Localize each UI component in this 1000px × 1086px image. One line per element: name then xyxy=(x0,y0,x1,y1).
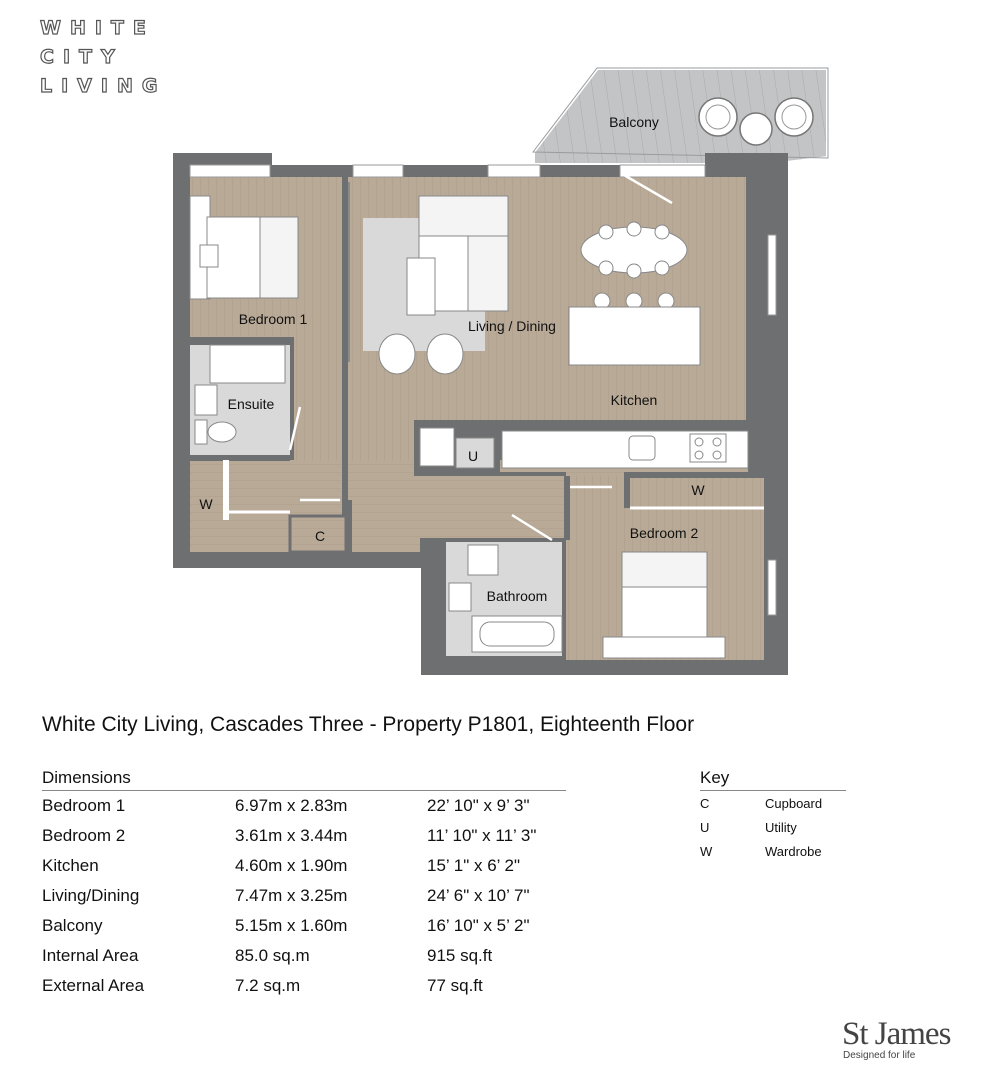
key-legend xyxy=(700,796,900,868)
dimension-name: Living/Dining xyxy=(42,886,140,905)
balcony-chair-icon xyxy=(775,98,813,136)
room-label-living-dining: Living / Dining xyxy=(468,318,556,334)
key-code: U xyxy=(700,820,710,835)
dimension-metric: 85.0 sq.m xyxy=(235,946,310,965)
dimension-imperial: 915 sq.ft xyxy=(427,946,493,965)
dimension-name: External Area xyxy=(42,976,145,995)
key-item xyxy=(700,844,900,868)
room-label-bathroom: Bathroom xyxy=(486,588,548,604)
dimension-imperial: 22’ 10" x 9’ 3" xyxy=(427,796,530,815)
dimension-imperial: 77 sq.ft xyxy=(427,976,483,995)
dimensions-heading: Dimensions xyxy=(42,768,566,791)
dimension-row xyxy=(42,856,602,886)
key-item xyxy=(700,820,900,844)
dimension-metric: 7.47m x 3.25m xyxy=(235,886,348,905)
dimension-name: Balcony xyxy=(42,916,103,935)
dimension-metric: 4.60m x 1.90m xyxy=(235,856,348,875)
property-title: White City Living, Cascades Three - Property P1801, Eighteenth Floor xyxy=(42,713,695,736)
dimension-name: Bedroom 2 xyxy=(42,826,126,845)
key-label: Cupboard xyxy=(765,796,823,811)
room-label-utility: U xyxy=(467,448,479,464)
room-label-cupboard: C xyxy=(314,528,326,544)
key-heading: Key xyxy=(700,768,846,791)
logo-line-1: WHITE xyxy=(40,17,155,39)
key-code: C xyxy=(700,796,710,811)
key-item xyxy=(700,796,900,820)
room-label-kitchen: Kitchen xyxy=(610,392,658,408)
room-label-wardrobe-left: W xyxy=(199,496,213,512)
dimension-row xyxy=(42,976,602,1006)
dimensions-table xyxy=(42,796,602,1006)
logo-line-2: CITY xyxy=(40,46,124,68)
dimension-row xyxy=(42,946,602,976)
room-label-ensuite: Ensuite xyxy=(227,396,275,412)
dimension-row xyxy=(42,916,602,946)
dimension-name: Kitchen xyxy=(42,856,99,875)
key-label: Wardrobe xyxy=(765,844,822,859)
dimension-metric: 5.15m x 1.60m xyxy=(235,916,348,935)
key-label: Utility xyxy=(765,820,797,835)
dimension-name: Internal Area xyxy=(42,946,139,965)
dimension-imperial: 16’ 10" x 5’ 2" xyxy=(427,916,530,935)
dimension-metric: 3.61m x 3.44m xyxy=(235,826,348,845)
key-code: W xyxy=(700,844,713,859)
dimension-name: Bedroom 1 xyxy=(42,796,126,815)
balcony xyxy=(533,68,828,165)
balcony-chair-icon xyxy=(699,98,737,136)
balcony-table-icon xyxy=(740,113,772,145)
brand-tagline: Designed for life xyxy=(843,1050,916,1061)
dimension-imperial: 15’ 1" x 6’ 2" xyxy=(427,856,521,875)
dimension-imperial: 24’ 6" x 10’ 7" xyxy=(427,886,530,905)
dimension-metric: 7.2 sq.m xyxy=(235,976,301,995)
dimension-row xyxy=(42,886,602,916)
dimension-metric: 6.97m x 2.83m xyxy=(235,796,348,815)
dimension-row xyxy=(42,796,602,826)
room-label-bedroom-1: Bedroom 1 xyxy=(238,311,308,327)
st-james-logo: St James xyxy=(842,1016,951,1052)
dimension-row xyxy=(42,826,602,856)
room-label-balcony: Balcony xyxy=(609,114,659,130)
dimension-imperial: 11’ 10" x 11’ 3" xyxy=(427,826,537,845)
logo-line-3: LIVING xyxy=(40,75,167,97)
room-label-bedroom-2: Bedroom 2 xyxy=(629,525,699,541)
room-label-wardrobe-right: W xyxy=(691,482,705,498)
